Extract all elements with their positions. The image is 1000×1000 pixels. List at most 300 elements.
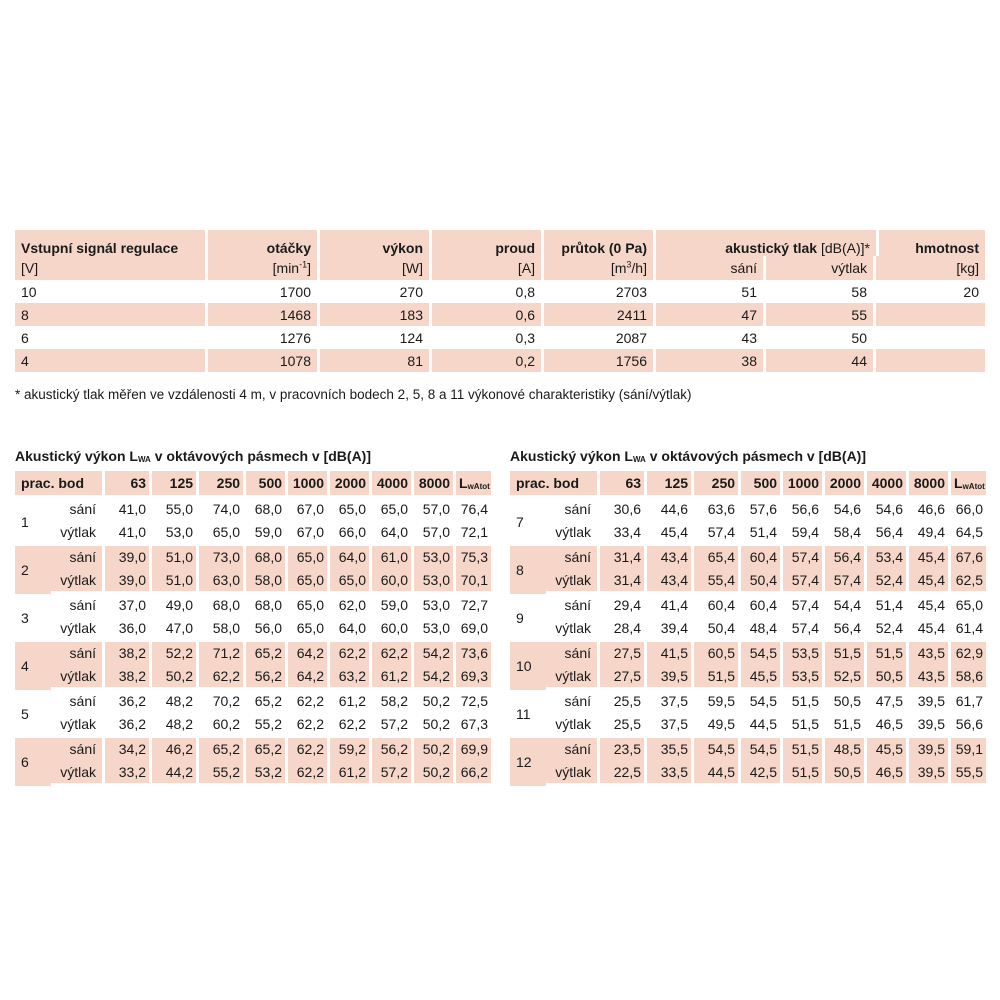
cell-hmotnost bbox=[876, 303, 985, 326]
cell-band-value: 36,2 bbox=[105, 713, 152, 739]
cell-band-value: 31,4 bbox=[600, 546, 647, 569]
cell-band-value: 61,0 bbox=[372, 546, 414, 569]
cell-band-value: 54,4 bbox=[825, 594, 867, 617]
cell-band-value: 23,5 bbox=[600, 738, 647, 761]
cell-band-value: 57,4 bbox=[783, 569, 825, 595]
cell-band-value: 59,5 bbox=[694, 690, 741, 713]
cell-band-value: 54,5 bbox=[741, 738, 783, 761]
cell-lwatot: 67,3 bbox=[456, 713, 491, 739]
unit-vykon: [W] bbox=[320, 256, 432, 280]
cell-otacky: 1468 bbox=[208, 303, 320, 326]
cell-band-value: 62,2 bbox=[288, 738, 330, 761]
cell-band-value: 65,2 bbox=[246, 690, 288, 713]
cell-band-value: 67,0 bbox=[288, 521, 330, 547]
table-row bbox=[510, 642, 986, 665]
unit-prutok bbox=[544, 256, 656, 280]
cell-band-value: 25,5 bbox=[600, 713, 647, 739]
header-band: 4000 bbox=[372, 471, 414, 498]
cell-band-value: 44,6 bbox=[647, 498, 694, 521]
cell-band-value: 50,5 bbox=[867, 665, 909, 691]
mode-vytlak: výtlak bbox=[546, 617, 600, 643]
octave-title-sub: WA bbox=[137, 455, 151, 464]
header-lwatot bbox=[951, 471, 986, 498]
cell-signal: 4 bbox=[15, 349, 208, 372]
mode-vytlak: výtlak bbox=[546, 569, 600, 595]
cell-band-value: 60,4 bbox=[741, 594, 783, 617]
cell-lwatot: 69,3 bbox=[456, 665, 491, 691]
cell-lwatot: 65,0 bbox=[951, 594, 986, 617]
cell-otacky: 1078 bbox=[208, 349, 320, 372]
point-number: 7 bbox=[510, 498, 546, 546]
cell-band-value: 56,4 bbox=[867, 521, 909, 547]
cell-band-value: 56,2 bbox=[246, 665, 288, 691]
mode-sani: sání bbox=[546, 594, 600, 617]
header-hmotnost: hmotnost bbox=[876, 230, 985, 256]
cell-band-value: 39,5 bbox=[909, 738, 951, 761]
mode-vytlak: výtlak bbox=[546, 761, 600, 787]
header-otacky: otáčky bbox=[208, 230, 320, 256]
cell-band-value: 51,0 bbox=[152, 546, 199, 569]
cell-band-value: 51,5 bbox=[867, 642, 909, 665]
cell-band-value: 28,4 bbox=[600, 617, 647, 643]
mode-sani: sání bbox=[546, 546, 600, 569]
unit-otacky-text: [min bbox=[272, 260, 300, 276]
table-row bbox=[15, 617, 491, 643]
cell-band-value: 39,4 bbox=[647, 617, 694, 643]
cell-band-value: 34,2 bbox=[105, 738, 152, 761]
cell-band-value: 62,2 bbox=[330, 642, 372, 665]
cell-vytlak: 44 bbox=[766, 349, 876, 372]
cell-band-value: 60,5 bbox=[694, 642, 741, 665]
unit-otacky-sup: -1 bbox=[299, 259, 308, 270]
cell-band-value: 57,6 bbox=[741, 498, 783, 521]
header-band: 500 bbox=[741, 471, 783, 498]
cell-band-value: 51,5 bbox=[825, 713, 867, 739]
mode-sani: sání bbox=[51, 498, 105, 521]
cell-band-value: 57,4 bbox=[694, 521, 741, 547]
cell-band-value: 51,0 bbox=[152, 569, 199, 595]
cell-band-value: 65,0 bbox=[372, 498, 414, 521]
cell-vykon: 183 bbox=[320, 303, 432, 326]
cell-band-value: 56,4 bbox=[825, 617, 867, 643]
point-number: 5 bbox=[15, 690, 51, 738]
cell-band-value: 41,5 bbox=[647, 642, 694, 665]
cell-band-value: 51,5 bbox=[825, 642, 867, 665]
cell-sani: 47 bbox=[656, 303, 766, 326]
cell-band-value: 41,0 bbox=[105, 521, 152, 547]
cell-sani: 38 bbox=[656, 349, 766, 372]
cell-band-value: 50,2 bbox=[152, 665, 199, 691]
cell-band-value: 65,0 bbox=[199, 521, 246, 547]
cell-band-value: 52,4 bbox=[867, 617, 909, 643]
cell-band-value: 48,4 bbox=[741, 617, 783, 643]
cell-lwatot: 73,6 bbox=[456, 642, 491, 665]
cell-band-value: 60,0 bbox=[372, 617, 414, 643]
cell-band-value: 60,4 bbox=[694, 594, 741, 617]
cell-band-value: 45,5 bbox=[867, 738, 909, 761]
cell-lwatot: 59,1 bbox=[951, 738, 986, 761]
cell-lwatot: 62,9 bbox=[951, 642, 986, 665]
table-row bbox=[15, 761, 491, 787]
cell-band-value: 57,4 bbox=[783, 617, 825, 643]
cell-band-value: 51,5 bbox=[783, 713, 825, 739]
table-row bbox=[510, 498, 986, 521]
point-number: 4 bbox=[15, 642, 51, 690]
unit-prutok-text: [m bbox=[610, 260, 627, 276]
cell-band-value: 46,5 bbox=[867, 761, 909, 787]
header-prac-bod: prac. bod bbox=[15, 471, 105, 498]
cell-band-value: 22,5 bbox=[600, 761, 647, 787]
table-row bbox=[15, 594, 491, 617]
point-number: 9 bbox=[510, 594, 546, 642]
cell-band-value: 36,0 bbox=[105, 617, 152, 643]
cell-lwatot: 75,3 bbox=[456, 546, 491, 569]
mode-sani: sání bbox=[546, 690, 600, 713]
cell-band-value: 45,4 bbox=[909, 569, 951, 595]
point-number: 10 bbox=[510, 642, 546, 690]
table-row bbox=[510, 713, 986, 739]
header-band: 63 bbox=[600, 471, 647, 498]
cell-band-value: 68,0 bbox=[246, 498, 288, 521]
cell-band-value: 65,0 bbox=[330, 569, 372, 595]
cell-band-value: 64,2 bbox=[288, 642, 330, 665]
cell-band-value: 51,4 bbox=[867, 594, 909, 617]
cell-signal: 6 bbox=[15, 326, 208, 349]
unit-proud: [A] bbox=[432, 256, 544, 280]
table-row bbox=[15, 349, 985, 372]
cell-band-value: 50,4 bbox=[694, 617, 741, 643]
cell-lwatot: 56,6 bbox=[951, 713, 986, 739]
cell-band-value: 68,0 bbox=[199, 594, 246, 617]
header-band: 125 bbox=[647, 471, 694, 498]
header-tlak-unit: [dB(A)]* bbox=[820, 240, 870, 256]
cell-band-value: 65,2 bbox=[199, 738, 246, 761]
cell-band-value: 56,4 bbox=[825, 546, 867, 569]
point-number: 6 bbox=[15, 738, 51, 786]
table-row bbox=[15, 642, 491, 665]
header-prutok: průtok (0 Pa) bbox=[544, 230, 656, 256]
cell-band-value: 42,5 bbox=[741, 761, 783, 787]
cell-lwatot: 55,5 bbox=[951, 761, 986, 787]
cell-band-value: 39,0 bbox=[105, 546, 152, 569]
cell-band-value: 49,0 bbox=[152, 594, 199, 617]
table-row bbox=[15, 569, 491, 595]
cell-band-value: 37,0 bbox=[105, 594, 152, 617]
header-signal: Vstupní signál regulace bbox=[15, 230, 208, 256]
header-prac-bod: prac. bod bbox=[510, 471, 600, 498]
cell-band-value: 53,2 bbox=[246, 761, 288, 787]
header-band: 4000 bbox=[867, 471, 909, 498]
cell-lwatot: 64,5 bbox=[951, 521, 986, 547]
cell-band-value: 64,0 bbox=[372, 521, 414, 547]
table-row bbox=[510, 690, 986, 713]
table-row bbox=[15, 280, 985, 303]
cell-band-value: 51,4 bbox=[741, 521, 783, 547]
cell-vykon: 81 bbox=[320, 349, 432, 372]
unit-hmotnost: [kg] bbox=[876, 256, 985, 280]
cell-band-value: 71,2 bbox=[199, 642, 246, 665]
table-row bbox=[15, 690, 491, 713]
unit-prutok-close: /h] bbox=[631, 260, 647, 276]
table-row bbox=[15, 546, 491, 569]
cell-band-value: 46,6 bbox=[909, 498, 951, 521]
cell-band-value: 33,5 bbox=[647, 761, 694, 787]
cell-band-value: 49,4 bbox=[909, 521, 951, 547]
cell-band-value: 45,4 bbox=[909, 546, 951, 569]
cell-band-value: 33,4 bbox=[600, 521, 647, 547]
cell-band-value: 57,2 bbox=[372, 761, 414, 787]
octave-header-row bbox=[15, 471, 491, 498]
cell-band-value: 61,2 bbox=[330, 761, 372, 787]
cell-band-value: 38,2 bbox=[105, 665, 152, 691]
table-row bbox=[15, 738, 491, 761]
header-tlak-label: akustický tlak bbox=[725, 240, 818, 256]
lwatot-text: L bbox=[954, 475, 963, 491]
cell-proud: 0,8 bbox=[432, 280, 544, 303]
cell-vykon: 270 bbox=[320, 280, 432, 303]
cell-band-value: 27,5 bbox=[600, 642, 647, 665]
mode-sani: sání bbox=[51, 594, 105, 617]
cell-band-value: 45,4 bbox=[647, 521, 694, 547]
table-row bbox=[510, 617, 986, 643]
cell-lwatot: 62,5 bbox=[951, 569, 986, 595]
cell-band-value: 68,0 bbox=[246, 546, 288, 569]
cell-band-value: 57,0 bbox=[414, 521, 456, 547]
cell-band-value: 37,5 bbox=[647, 690, 694, 713]
cell-band-value: 53,0 bbox=[152, 521, 199, 547]
cell-band-value: 60,0 bbox=[372, 569, 414, 595]
mode-vytlak: výtlak bbox=[546, 665, 600, 691]
cell-band-value: 48,2 bbox=[152, 690, 199, 713]
cell-band-value: 53,5 bbox=[783, 642, 825, 665]
cell-band-value: 65,0 bbox=[288, 594, 330, 617]
cell-band-value: 66,0 bbox=[330, 521, 372, 547]
unit-otacky bbox=[208, 256, 320, 280]
table-row bbox=[15, 665, 491, 691]
cell-band-value: 50,2 bbox=[414, 738, 456, 761]
mode-vytlak: výtlak bbox=[51, 617, 105, 643]
cell-lwatot: 66,2 bbox=[456, 761, 491, 787]
cell-band-value: 62,2 bbox=[288, 690, 330, 713]
cell-band-value: 46,5 bbox=[867, 713, 909, 739]
cell-band-value: 41,0 bbox=[105, 498, 152, 521]
cell-lwatot: 70,1 bbox=[456, 569, 491, 595]
cell-otacky: 1276 bbox=[208, 326, 320, 349]
cell-band-value: 37,5 bbox=[647, 713, 694, 739]
header-band: 1000 bbox=[783, 471, 825, 498]
table-row bbox=[510, 665, 986, 691]
cell-band-value: 63,6 bbox=[694, 498, 741, 521]
table-row bbox=[510, 738, 986, 761]
cell-band-value: 38,2 bbox=[105, 642, 152, 665]
cell-band-value: 44,5 bbox=[741, 713, 783, 739]
cell-lwatot: 66,0 bbox=[951, 498, 986, 521]
cell-prutok: 2087 bbox=[544, 326, 656, 349]
cell-vytlak: 55 bbox=[766, 303, 876, 326]
lwatot-sub: wAtot bbox=[467, 482, 490, 491]
mode-vytlak: výtlak bbox=[546, 521, 600, 547]
cell-band-value: 51,5 bbox=[783, 690, 825, 713]
cell-band-value: 44,2 bbox=[152, 761, 199, 787]
cell-band-value: 31,4 bbox=[600, 569, 647, 595]
cell-band-value: 55,2 bbox=[246, 713, 288, 739]
cell-band-value: 62,2 bbox=[330, 713, 372, 739]
cell-band-value: 41,4 bbox=[647, 594, 694, 617]
header-band: 125 bbox=[152, 471, 199, 498]
cell-band-value: 65,0 bbox=[288, 569, 330, 595]
point-number: 11 bbox=[510, 690, 546, 738]
cell-band-value: 48,5 bbox=[825, 738, 867, 761]
cell-prutok: 2411 bbox=[544, 303, 656, 326]
mode-vytlak: výtlak bbox=[51, 713, 105, 739]
cell-band-value: 65,2 bbox=[246, 738, 288, 761]
cell-lwatot: 72,7 bbox=[456, 594, 491, 617]
cell-vytlak: 50 bbox=[766, 326, 876, 349]
cell-band-value: 53,0 bbox=[414, 546, 456, 569]
point-number: 8 bbox=[510, 546, 546, 594]
cell-band-value: 54,6 bbox=[825, 498, 867, 521]
octave-table-right bbox=[510, 471, 986, 786]
point-number: 3 bbox=[15, 594, 51, 642]
mode-sani: sání bbox=[51, 642, 105, 665]
cell-hmotnost bbox=[876, 326, 985, 349]
header-band: 8000 bbox=[909, 471, 951, 498]
mode-vytlak: výtlak bbox=[51, 665, 105, 691]
cell-band-value: 56,6 bbox=[783, 498, 825, 521]
cell-band-value: 35,5 bbox=[647, 738, 694, 761]
point-number: 12 bbox=[510, 738, 546, 786]
mode-sani: sání bbox=[51, 738, 105, 761]
cell-band-value: 54,2 bbox=[414, 665, 456, 691]
cell-band-value: 36,2 bbox=[105, 690, 152, 713]
cell-band-value: 59,0 bbox=[372, 594, 414, 617]
cell-band-value: 45,5 bbox=[741, 665, 783, 691]
cell-band-value: 57,4 bbox=[783, 594, 825, 617]
cell-band-value: 65,4 bbox=[694, 546, 741, 569]
cell-band-value: 27,5 bbox=[600, 665, 647, 691]
cell-band-value: 49,5 bbox=[694, 713, 741, 739]
lwatot-sub: wAtot bbox=[962, 482, 985, 491]
cell-lwatot: 61,4 bbox=[951, 617, 986, 643]
octave-title-left bbox=[15, 448, 371, 464]
table-header-row bbox=[15, 230, 985, 256]
mode-sani: sání bbox=[546, 642, 600, 665]
point-number: 2 bbox=[15, 546, 51, 594]
cell-band-value: 56,0 bbox=[246, 617, 288, 643]
cell-band-value: 44,5 bbox=[694, 761, 741, 787]
table-row bbox=[15, 521, 491, 547]
cell-band-value: 53,4 bbox=[867, 546, 909, 569]
cell-lwatot: 67,6 bbox=[951, 546, 986, 569]
footnote: * akustický tlak měřen ve vzdálenosti 4 m, v pracovních bodech 2, 5, 8 a 11 výkonové charakteristiky (sání/výtlak) bbox=[15, 387, 692, 402]
cell-band-value: 46,2 bbox=[152, 738, 199, 761]
cell-band-value: 67,0 bbox=[288, 498, 330, 521]
header-band: 2000 bbox=[825, 471, 867, 498]
cell-band-value: 68,0 bbox=[246, 594, 288, 617]
cell-band-value: 62,0 bbox=[330, 594, 372, 617]
cell-band-value: 57,2 bbox=[372, 713, 414, 739]
cell-band-value: 54,2 bbox=[414, 642, 456, 665]
cell-band-value: 45,4 bbox=[909, 594, 951, 617]
cell-band-value: 25,5 bbox=[600, 690, 647, 713]
cell-signal: 8 bbox=[15, 303, 208, 326]
cell-otacky: 1700 bbox=[208, 280, 320, 303]
cell-band-value: 59,4 bbox=[783, 521, 825, 547]
octave-table-left bbox=[15, 471, 491, 786]
header-band: 500 bbox=[246, 471, 288, 498]
cell-band-value: 73,0 bbox=[199, 546, 246, 569]
point-number: 1 bbox=[15, 498, 51, 546]
table-row bbox=[510, 594, 986, 617]
cell-band-value: 65,2 bbox=[246, 642, 288, 665]
cell-band-value: 47,5 bbox=[867, 690, 909, 713]
cell-band-value: 48,2 bbox=[152, 713, 199, 739]
table-row bbox=[510, 569, 986, 595]
header-vykon: výkon bbox=[320, 230, 432, 256]
header-band: 2000 bbox=[330, 471, 372, 498]
table-row bbox=[15, 326, 985, 349]
cell-band-value: 64,2 bbox=[288, 665, 330, 691]
cell-lwatot: 76,4 bbox=[456, 498, 491, 521]
cell-band-value: 51,5 bbox=[694, 665, 741, 691]
octave-title-right bbox=[510, 448, 866, 464]
cell-prutok: 1756 bbox=[544, 349, 656, 372]
header-band: 63 bbox=[105, 471, 152, 498]
octave-title-text: Akustický výkon L bbox=[510, 448, 633, 464]
cell-band-value: 39,5 bbox=[909, 761, 951, 787]
cell-proud: 0,3 bbox=[432, 326, 544, 349]
performance-table bbox=[15, 230, 985, 372]
cell-band-value: 53,5 bbox=[783, 665, 825, 691]
cell-band-value: 39,5 bbox=[647, 665, 694, 691]
cell-band-value: 65,0 bbox=[288, 546, 330, 569]
header-band: 250 bbox=[694, 471, 741, 498]
cell-vykon: 124 bbox=[320, 326, 432, 349]
cell-band-value: 39,5 bbox=[909, 690, 951, 713]
cell-band-value: 60,2 bbox=[199, 713, 246, 739]
cell-band-value: 52,5 bbox=[825, 665, 867, 691]
header-proud: proud bbox=[432, 230, 544, 256]
cell-band-value: 62,2 bbox=[288, 761, 330, 787]
mode-sani: sání bbox=[51, 690, 105, 713]
cell-band-value: 61,2 bbox=[330, 690, 372, 713]
cell-lwatot: 72,1 bbox=[456, 521, 491, 547]
cell-band-value: 57,4 bbox=[825, 569, 867, 595]
cell-band-value: 47,0 bbox=[152, 617, 199, 643]
cell-band-value: 54,5 bbox=[741, 642, 783, 665]
cell-band-value: 53,0 bbox=[414, 594, 456, 617]
cell-band-value: 29,4 bbox=[600, 594, 647, 617]
cell-hmotnost: 20 bbox=[963, 283, 979, 300]
cell-hmotnost bbox=[876, 349, 985, 372]
cell-band-value: 43,4 bbox=[647, 569, 694, 595]
cell-band-value: 60,4 bbox=[741, 546, 783, 569]
cell-band-value: 64,0 bbox=[330, 546, 372, 569]
cell-band-value: 63,2 bbox=[330, 665, 372, 691]
unit-vytlak: výtlak bbox=[766, 256, 876, 280]
cell-band-value: 62,2 bbox=[199, 665, 246, 691]
cell-band-value: 65,0 bbox=[330, 498, 372, 521]
cell-proud: 0,2 bbox=[432, 349, 544, 372]
cell-lwatot: 61,7 bbox=[951, 690, 986, 713]
cell-band-value: 57,0 bbox=[414, 498, 456, 521]
octave-title-text: Akustický výkon L bbox=[15, 448, 138, 464]
header-lwatot bbox=[456, 471, 491, 498]
cell-band-value: 74,0 bbox=[199, 498, 246, 521]
cell-band-value: 58,0 bbox=[199, 617, 246, 643]
cell-band-value: 57,4 bbox=[783, 546, 825, 569]
mode-vytlak: výtlak bbox=[51, 521, 105, 547]
